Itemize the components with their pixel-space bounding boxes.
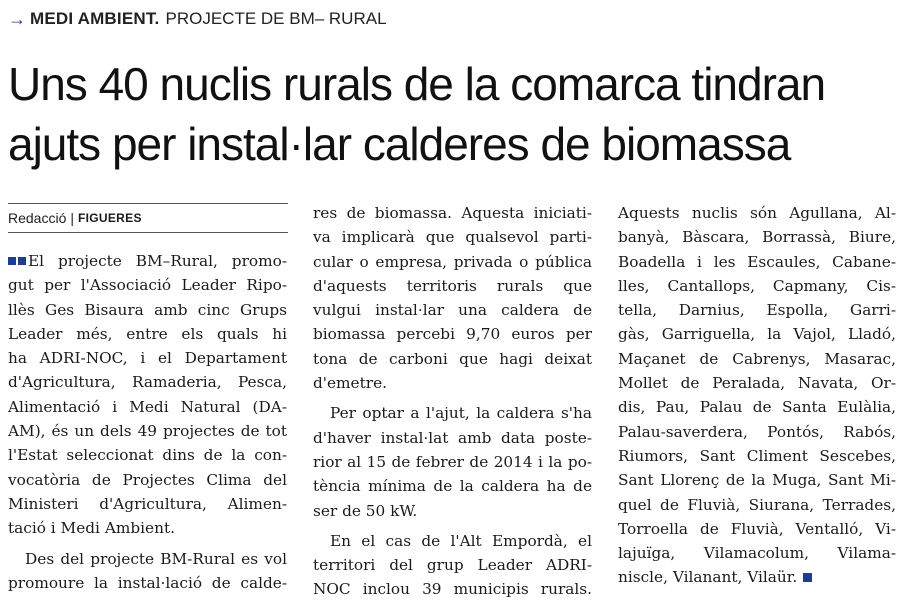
text-line: Torroella de Fluvià, Ventalló, Vi- — [618, 519, 896, 538]
text-line: Maçanet de Cabrenys, Masarac, — [618, 349, 896, 368]
text-line: tència mínima de la caldera ha de — [313, 477, 592, 496]
article-column-2 — [313, 201, 592, 602]
text-line: ha ADRI-NOC, i el Departament — [8, 349, 287, 368]
text-line: Palau-saverdera, Pontós, Rabós, — [618, 422, 896, 441]
text-line: territori del grup Leader ADRI- — [313, 556, 592, 575]
text-line: Mollet de Peralada, Navata, Or- — [618, 374, 896, 393]
text-line: Per optar a l'ajut, la caldera s'ha — [330, 404, 592, 423]
text-line: d'Agricultura, Ramaderia, Pesca, — [8, 373, 287, 392]
text-line: va implicarà que qualsevol parti- — [313, 228, 592, 247]
text-line: tella, Darnius, Espolla, Garri- — [618, 301, 896, 320]
text-line: AM), és un dels 49 projectes de tot — [8, 422, 287, 441]
byline-separator: | — [70, 210, 75, 226]
text-line: vulgui instal·lar una caldera de — [313, 301, 592, 320]
text-line: lles, Cantallops, Capmany, Cis- — [618, 276, 896, 295]
text-line: dis, Pau, Palau de Santa Eulàlia, — [618, 398, 896, 417]
text-line: Leader més, entre els quals hi — [8, 324, 287, 343]
text-line: d'haver instal·lat amb data poste- — [313, 428, 592, 447]
topic-label: PROJECTE DE BM– RURAL — [165, 9, 387, 28]
text-line: Alimentació i Medi Natural (DA- — [8, 397, 287, 416]
text-line: d'emetre. — [313, 374, 387, 393]
text-line: res de biomassa. Aquesta iniciati- — [313, 204, 592, 222]
text-line: l'Estat seleccionat dins de la con- — [8, 446, 287, 465]
article-column-1 — [8, 249, 287, 595]
text-line: En el cas de l'Alt Empordà, el — [330, 531, 592, 550]
byline — [8, 207, 142, 229]
text-line: El projecte BM–Rural, promo- — [8, 249, 287, 273]
text-line: Sant Llorenç de la Muga, Sant Mi- — [618, 471, 896, 490]
text-line: d'aquests territoris rurals que — [313, 276, 592, 295]
byline-divider-bottom — [8, 232, 288, 233]
text-line: biomassa percebi 9,70 euros per — [313, 325, 592, 344]
text-line: vocatòria de Projectes Clima del — [8, 470, 287, 489]
headline-line-2: ajuts per instal·lar calderes de biomassa — [8, 118, 791, 170]
text-line: llès Ges Bisaura amb cinc Grups — [8, 300, 287, 319]
paragraph-marker-icon — [8, 257, 16, 265]
text-line: lajuïga, Vilamacolum, Vilama- — [618, 544, 896, 563]
byline-author: Redacció — [8, 210, 67, 226]
text-line: Riumors, Sant Climent Sescebes, — [618, 446, 896, 465]
arrow-right-icon: → — [8, 8, 26, 29]
text-line: Des del projecte BM-Rural es vol — [25, 549, 287, 568]
headline-line-1: Uns 40 nuclis rurals de la comarca tindran — [8, 58, 826, 110]
text-line: NOC inclou 39 municipis rurals. — [313, 580, 592, 599]
text-line: gut per l'Associació Leader Ripo- — [8, 276, 287, 295]
text-line: banyà, Bàscara, Borrassà, Biure, — [618, 228, 896, 247]
byline-divider-top — [8, 203, 288, 204]
text-line: gàs, Garriguella, la Vajol, Lladó, — [618, 325, 896, 344]
kicker — [8, 7, 387, 31]
byline-place: FIGUERES — [78, 211, 142, 225]
headline — [8, 54, 825, 174]
text-line: Ministeri d'Agricultura, Alimen- — [8, 494, 287, 513]
text-line: quel de Fluvià, Siurana, Terrades, — [618, 495, 896, 514]
section-label: MEDI AMBIENT. — [30, 9, 160, 28]
article-column-3 — [618, 201, 896, 590]
text-line: niscle, Vilanant, Vilaür. — [618, 565, 896, 589]
text-line: tona de carboni que hagi deixat — [313, 349, 592, 368]
text-line: rior al 15 de febrer de 2014 i la po- — [313, 452, 592, 471]
text-line: Boadella i les Escaules, Cabane- — [618, 252, 896, 271]
text-line: tació i Medi Ambient. — [8, 519, 175, 538]
text-line: promoure la instal·lació de calde- — [8, 573, 287, 592]
text-line: ser de 50 kW. — [313, 501, 418, 520]
text-line: Aquests nuclis són Agullana, Al- — [618, 204, 896, 222]
text-line: cular o empresa, privada o pública — [313, 252, 592, 271]
end-of-article-icon — [803, 573, 812, 582]
paragraph-marker-icon — [18, 257, 26, 265]
